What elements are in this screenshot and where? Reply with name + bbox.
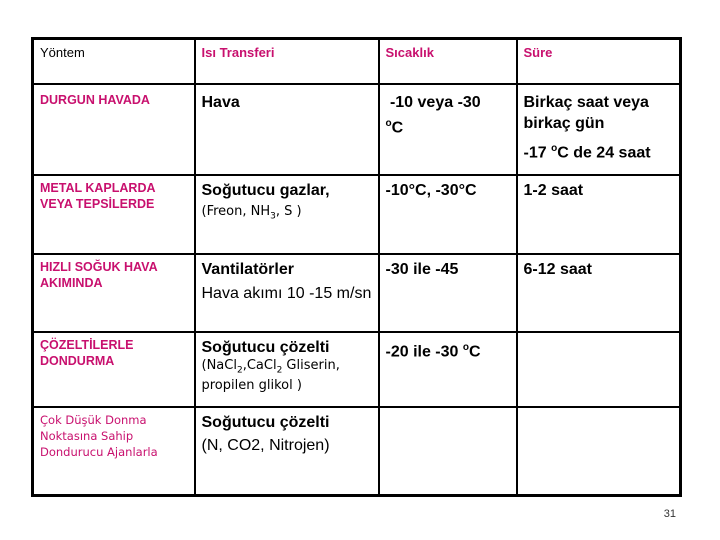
transfer-text: Soğutucu gazlar, (201, 181, 330, 199)
detail-part: Gliserin, propilen glikol ) (201, 357, 340, 394)
method-text: ÇÖZELTİLERLE DONDURMA (40, 337, 134, 368)
transfer-detail: (N, CO2, Nitrojen) (201, 436, 330, 454)
header-cell (33, 39, 195, 84)
header-cell (379, 39, 517, 84)
method-text: METAL KAPLARDA VEYA TEPSİLERDE (40, 180, 156, 211)
temp-text: -30 ile -45 (385, 260, 459, 278)
method-text: HIZLI SOĞUK HAVA AKIMINDA (40, 259, 158, 290)
transfer-text: Soğutucu çözelti (201, 338, 330, 356)
detail-part: (NaCl (201, 357, 237, 373)
method-cell (33, 332, 195, 407)
transfer-text: Vantilatörler (201, 260, 294, 278)
temp-unit: C (468, 342, 481, 360)
duration-text-2 (524, 138, 674, 163)
page-number: 31 (663, 508, 676, 520)
table-row (33, 175, 681, 254)
duration-text: Birkaç saat veya birkaç gün (523, 93, 649, 132)
transfer-cell (195, 84, 379, 175)
duration-cell (517, 254, 681, 332)
temp-cell (379, 175, 517, 254)
transfer-cell (195, 175, 379, 254)
detail-sub: 2 (236, 365, 243, 376)
table-row (33, 84, 681, 175)
method-cell (33, 175, 195, 254)
detail-part: (Freon, NH (201, 203, 271, 219)
header-duration: Süre (523, 45, 553, 60)
table-header-row (33, 39, 681, 84)
duration-value: -17 (523, 143, 552, 161)
duration-cell (517, 84, 681, 175)
transfer-detail (202, 204, 372, 225)
temp-cell (379, 407, 517, 496)
duration-text: 1-2 saat (523, 181, 584, 199)
method-text: DURGUN HAVADA (40, 92, 150, 107)
transfer-text: Hava (201, 93, 240, 111)
temp-text (386, 337, 510, 362)
duration-cell (517, 407, 681, 496)
degree-sup: o (551, 142, 558, 154)
temp-cell (379, 84, 517, 175)
table-row (33, 332, 681, 407)
header-transfer: Isı Transferi (201, 45, 275, 60)
table-row (33, 254, 681, 332)
table-row (33, 407, 681, 496)
transfer-cell (195, 332, 379, 407)
header-method: Yöntem (40, 45, 85, 60)
temp-text (386, 92, 510, 138)
detail-sub: 2 (276, 365, 283, 376)
detail-sub: 3 (270, 211, 276, 222)
transfer-cell (195, 254, 379, 332)
transfer-cell (195, 407, 379, 496)
method-cell (33, 407, 195, 496)
freezing-methods-table (31, 37, 682, 497)
method-cell (33, 254, 195, 332)
transfer-detail (202, 358, 372, 394)
temp-value: -20 ile -30 (385, 342, 463, 360)
degree-sup: o (462, 341, 469, 353)
duration-cell (517, 175, 681, 254)
detail-part: , S ) (275, 203, 302, 219)
degree-sup: o (385, 117, 392, 129)
detail-part: ,CaCl (242, 357, 277, 373)
temp-value: -10 veya -30 (385, 93, 481, 111)
duration-rest: C de 24 saat (557, 143, 651, 161)
method-cell (33, 84, 195, 175)
transfer-detail: Hava akımı 10 -15 m/sn (201, 284, 372, 302)
duration-cell (517, 332, 681, 407)
temp-unit: C (391, 118, 404, 136)
temp-cell (379, 332, 517, 407)
transfer-text: Soğutucu çözelti (201, 413, 330, 431)
header-cell (195, 39, 379, 84)
temp-cell (379, 254, 517, 332)
header-cell (517, 39, 681, 84)
method-text: Çok Düşük Donma Noktasına Sahip Dondurucu Ajanlarla (40, 412, 158, 459)
duration-text: 6-12 saat (523, 260, 592, 278)
header-temp: Sıcaklık (385, 45, 434, 60)
temp-text: -10°C, -30°C (385, 181, 477, 199)
